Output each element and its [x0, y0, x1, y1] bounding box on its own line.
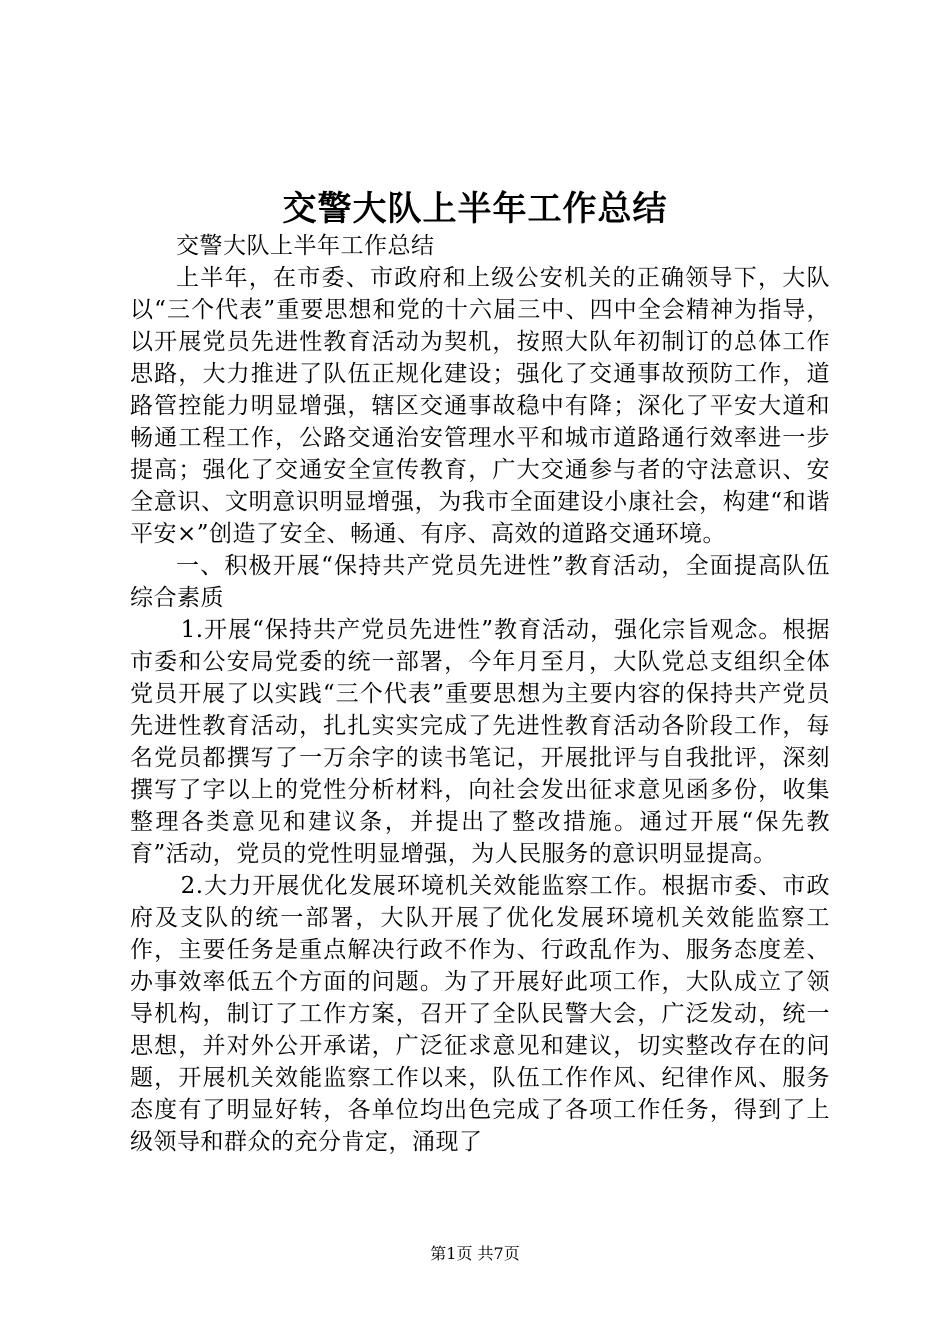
- paragraph-subtitle: 交警大队上半年工作总结: [176, 233, 435, 259]
- paragraph-intro: 上半年，在市委、市政府和上级公安机关的正确领导下，大队以“三个代表”重要思想和党的十六届三中、四中全会精神为指导，以开展党员先进性教育活动为契机，按照大队年初制订的总体工作思路，大力推进了队伍正规化建设；强化了交通事故预防工作，道路管控能力明显增强，辖区交通事故稳中有降；深化了平安大道和畅通工程工作，公路交通治安管理水平和城市道路通行效率进一步提高；强化了交通安全宣传教育，广大交通参与者的守法意识、安全意识、文明意识明显增强，为我市全面建设小康社会，构建“和谐平安×”创造了安全、畅通、有序、高效的道路交通环境。: [130, 265, 830, 547]
- paragraph-item-1: 1.开展“保持共产党员先进性”教育活动，强化宗旨观念。根据市委和公安局党委的统一部署，今年月至月，大队党总支组织全体党员开展了以实践“三个代表”重要思想为主要内容的保持共产党员先进性教育活动，扎扎实实完成了先进性教育活动各阶段工作，每名党员都撰写了一万余字的读书笔记，开展批评与自我批评，深刻撰写了字以上的党性分析材料，向社会发出征求意见函多份，收集整理各类意见和建议条，并提出了整改措施。通过开展“保先教育”活动，党员的党性明显增强，为人民服务的意识明显提高。: [130, 617, 830, 867]
- document-title: 交警大队上半年工作总结: [282, 189, 668, 229]
- page-number-footer: 第1页 共7页: [430, 1244, 520, 1263]
- document-body: [130, 230, 830, 1158]
- paragraph-item-2: 2.大力开展优化发展环境机关效能监察工作。根据市委、市政府及支队的统一部署，大队开展了优化发展环境机关效能监察工作，主要任务是重点解决行政不作为、行政乱作为、服务态度差、办事效率低五个方面的问题。为了开展好此项工作，大队成立了领导机构，制订了工作方案，召开了全队民警大会，广泛发动，统一思想，并对外公开承诺，广泛征求意见和建议，切实整改存在的问题，开展机关效能监察工作以来，队伍工作作风、纪律作风、服务态度有了明显好转，各单位均出色完成了各项工作任务，得到了上级领导和群众的充分肯定，涌现了: [130, 873, 830, 1155]
- section-heading-1: 一、积极开展“保持共产党员先进性”教育活动，全面提高队伍综合素质: [130, 553, 830, 611]
